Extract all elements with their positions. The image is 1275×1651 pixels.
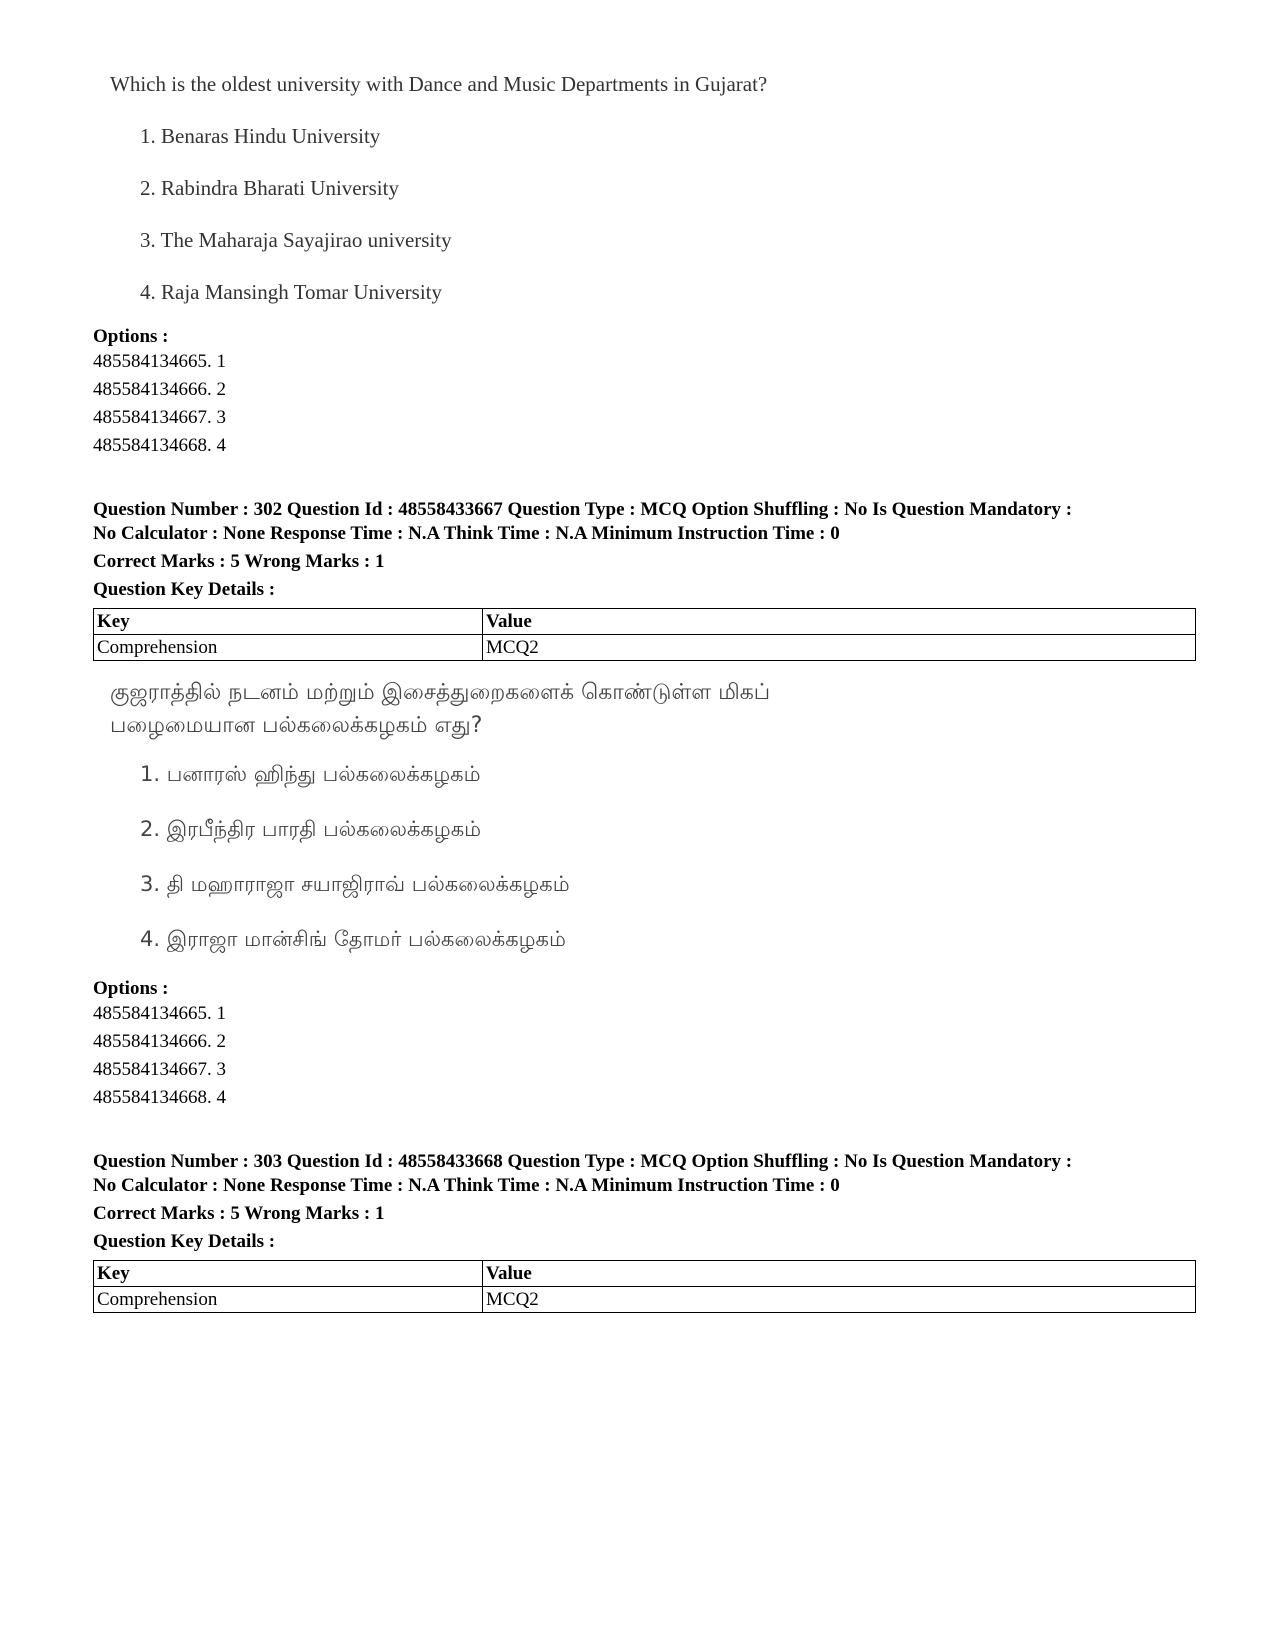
question-2-text-line-2: பழைமையான பல்கலைக்கழகம் எது? (110, 713, 483, 738)
table-cell-value: MCQ2 (483, 1287, 1196, 1313)
meta-line-2: No Calculator : None Response Time : N.A Think Time : N.A Minimum Instruction Time : 0 (93, 523, 840, 544)
question-1-choice-4: 4. Raja Mansingh Tomar University (140, 280, 443, 304)
question-2-choice-4: 4. இராஜா மான்சிங் தோமர் பல்கலைக்கழகம் (140, 927, 566, 951)
option-line: 485584134668. 4 (93, 1087, 226, 1108)
meta-line-1: Question Number : 303 Question Id : 48558433668 Question Type : MCQ Option Shuffling : No Is Question Mandatory : (93, 1151, 1073, 1172)
option-line: 485584134665. 1 (93, 1003, 226, 1024)
options-label: Options : (93, 326, 169, 347)
option-line: 485584134667. 3 (93, 407, 226, 428)
table-header-key: Key (94, 609, 483, 635)
key-details-table (93, 608, 1196, 661)
key-details-label: Question Key Details : (93, 1231, 276, 1252)
table-header-key: Key (94, 1261, 483, 1287)
question-1-choice-2: 2. Rabindra Bharati University (140, 176, 399, 200)
question-2-choice-1: 1. பனாரஸ் ஹிந்து பல்கலைக்கழகம் (140, 762, 481, 786)
meta-line-2: No Calculator : None Response Time : N.A Think Time : N.A Minimum Instruction Time : 0 (93, 1175, 840, 1196)
question-meta-302 (93, 498, 1193, 661)
option-line: 485584134667. 3 (93, 1059, 226, 1080)
question-2-block (110, 676, 771, 951)
table-row (94, 1287, 1196, 1313)
key-details-table (93, 1260, 1196, 1313)
question-1-text: Which is the oldest university with Dance and Music Departments in Gujarat? (110, 72, 768, 96)
option-line: 485584134666. 2 (93, 1031, 226, 1052)
question-1-block (110, 72, 768, 304)
table-cell-value: MCQ2 (483, 635, 1196, 661)
question-1-choice-3: 3. The Maharaja Sayajirao university (140, 228, 452, 252)
question-2-choice-3: 3. தி மஹாராஜா சயாஜிராவ் பல்கலைக்கழகம் (140, 872, 570, 896)
question-1-choice-1: 1. Benaras Hindu University (140, 124, 381, 148)
meta-line-1: Question Number : 302 Question Id : 48558433667 Question Type : MCQ Option Shuffling : No Is Question Mandatory : (93, 499, 1073, 520)
options-list-2 (93, 978, 1193, 1112)
options-label: Options : (93, 978, 169, 999)
option-line: 485584134668. 4 (93, 435, 226, 456)
table-cell-key: Comprehension (94, 1287, 483, 1313)
table-header-row (94, 1261, 1196, 1287)
table-cell-key: Comprehension (94, 635, 483, 661)
question-meta-303 (93, 1150, 1193, 1313)
option-line: 485584134665. 1 (93, 351, 226, 372)
marks-line: Correct Marks : 5 Wrong Marks : 1 (93, 551, 385, 572)
table-header-row (94, 609, 1196, 635)
marks-line: Correct Marks : 5 Wrong Marks : 1 (93, 1203, 385, 1224)
table-row (94, 635, 1196, 661)
option-line: 485584134666. 2 (93, 379, 226, 400)
table-header-value: Value (483, 609, 1196, 635)
key-details-label: Question Key Details : (93, 579, 276, 600)
question-2-text-line-1: குஜராத்தில் நடனம் மற்றும் இசைத்துறைகளைக் கொண்டுள்ள மிகப் (110, 680, 771, 705)
question-2-choice-2: 2. இரபீந்திர பாரதி பல்கலைக்கழகம் (140, 817, 482, 841)
table-header-value: Value (483, 1261, 1196, 1287)
options-list-1 (93, 326, 1193, 460)
